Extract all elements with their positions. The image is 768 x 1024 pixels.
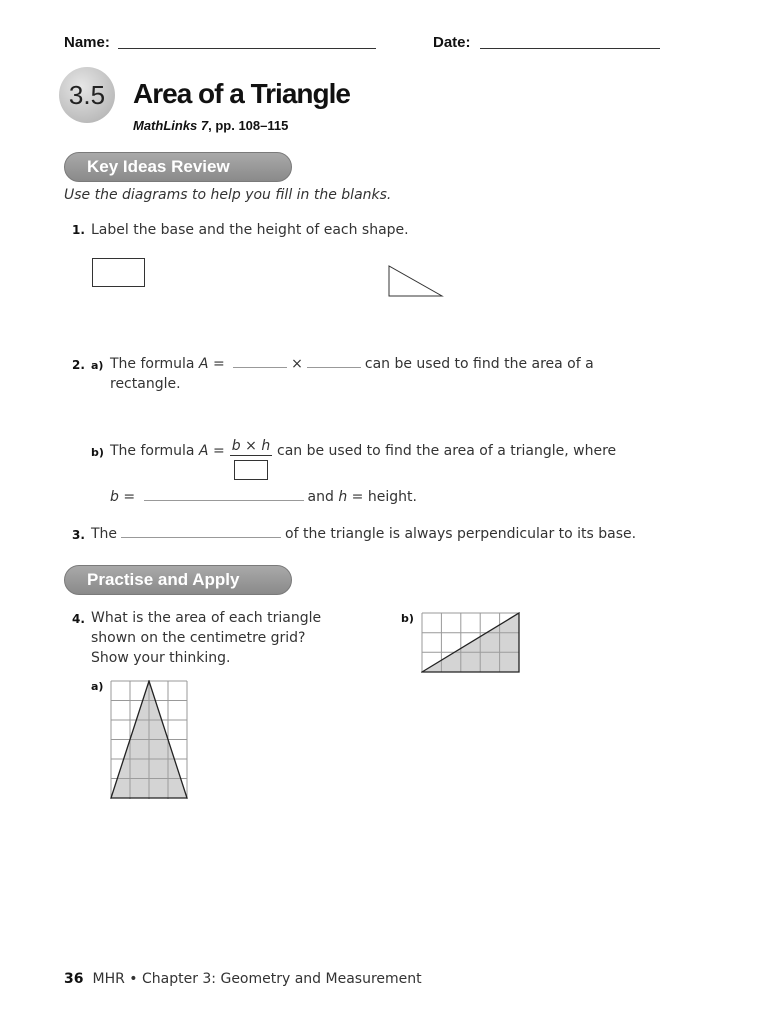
name-label: Name:: [64, 34, 110, 51]
q2b-fraction: [230, 437, 272, 480]
date-label: Date:: [433, 34, 471, 51]
textbook-name: MathLinks 7: [133, 118, 209, 133]
question-2-number: 2.: [72, 358, 85, 372]
question-4-line-2: shown on the centimetre grid?: [91, 630, 306, 646]
key-ideas-heading: [64, 152, 292, 182]
q2b-h-equals-height: = height.: [347, 489, 417, 505]
question-1-number: 1.: [72, 223, 85, 237]
practise-heading-text: Practise and Apply: [87, 570, 240, 589]
q2a-blank-1[interactable]: [233, 366, 287, 368]
instruction-text: Use the diagrams to help you fill in the blanks.: [64, 187, 392, 203]
question-2a-text: [110, 354, 594, 374]
rectangle-shape: [92, 258, 145, 287]
textbook-pages: , pp. 108–115: [208, 118, 289, 133]
page-number: 36: [64, 971, 84, 987]
footer-text: MHR • Chapter 3: Geometry and Measurement: [92, 971, 422, 987]
grid-triangle-a: [110, 680, 190, 801]
q2b-var-b: b: [110, 489, 119, 505]
question-2b-definition: [110, 487, 417, 507]
question-2b-text-start: [110, 441, 225, 461]
date-field-line[interactable]: [480, 48, 660, 49]
q2a-text-end: can be used to find the area of a: [364, 356, 594, 372]
q3-blank[interactable]: [121, 536, 281, 538]
page-title: Area of a Triangle: [133, 78, 350, 109]
q2a-var-a: A: [198, 356, 209, 372]
page-footer: [64, 971, 422, 987]
q2b-equals: =: [208, 443, 225, 459]
question-4-line-1: What is the area of each triangle: [91, 610, 322, 626]
question-3-text: [91, 524, 636, 544]
q2a-equals: =: [208, 356, 230, 372]
question-4-number: 4.: [72, 612, 85, 626]
q2b-b-equals: =: [118, 489, 140, 505]
q2b-var-a: A: [198, 443, 209, 459]
q3-text-start: The: [91, 526, 118, 542]
question-4b-label: b): [401, 612, 414, 625]
section-number: 3.5: [68, 79, 106, 110]
right-triangle-shape: [388, 264, 444, 298]
q2a-times: ×: [291, 356, 303, 372]
q2b-var-h: h: [338, 489, 348, 505]
question-2a-label: a): [91, 359, 104, 372]
key-ideas-heading-text: Key Ideas Review: [87, 157, 230, 176]
question-2b-label: b): [91, 446, 104, 459]
practise-heading: [64, 565, 292, 595]
question-3-number: 3.: [72, 528, 85, 542]
question-4a-label: a): [91, 680, 104, 693]
q2b-and: and: [307, 489, 339, 505]
question-2a-text-line2: rectangle.: [110, 376, 181, 392]
question-4-line-3: Show your thinking.: [91, 650, 231, 666]
name-field-line[interactable]: [118, 48, 376, 49]
question-2b-text-end: can be used to find the area of a triangle, where: [277, 443, 617, 459]
question-1-text: Label the base and the height of each shape.: [91, 222, 409, 238]
grid-triangle-b: [421, 612, 521, 674]
q2a-text-start: The formula: [110, 356, 199, 372]
q2b-text-start: The formula: [110, 443, 199, 459]
q2b-base-blank[interactable]: [144, 499, 304, 501]
q2b-denominator-box[interactable]: [234, 460, 268, 480]
section-number-badge: [59, 67, 115, 123]
textbook-reference: [133, 118, 288, 133]
q2a-blank-2[interactable]: [307, 366, 361, 368]
q2b-numerator: b × h: [231, 438, 271, 454]
q3-text-end: of the triangle is always perpendicular to its base.: [285, 526, 637, 542]
